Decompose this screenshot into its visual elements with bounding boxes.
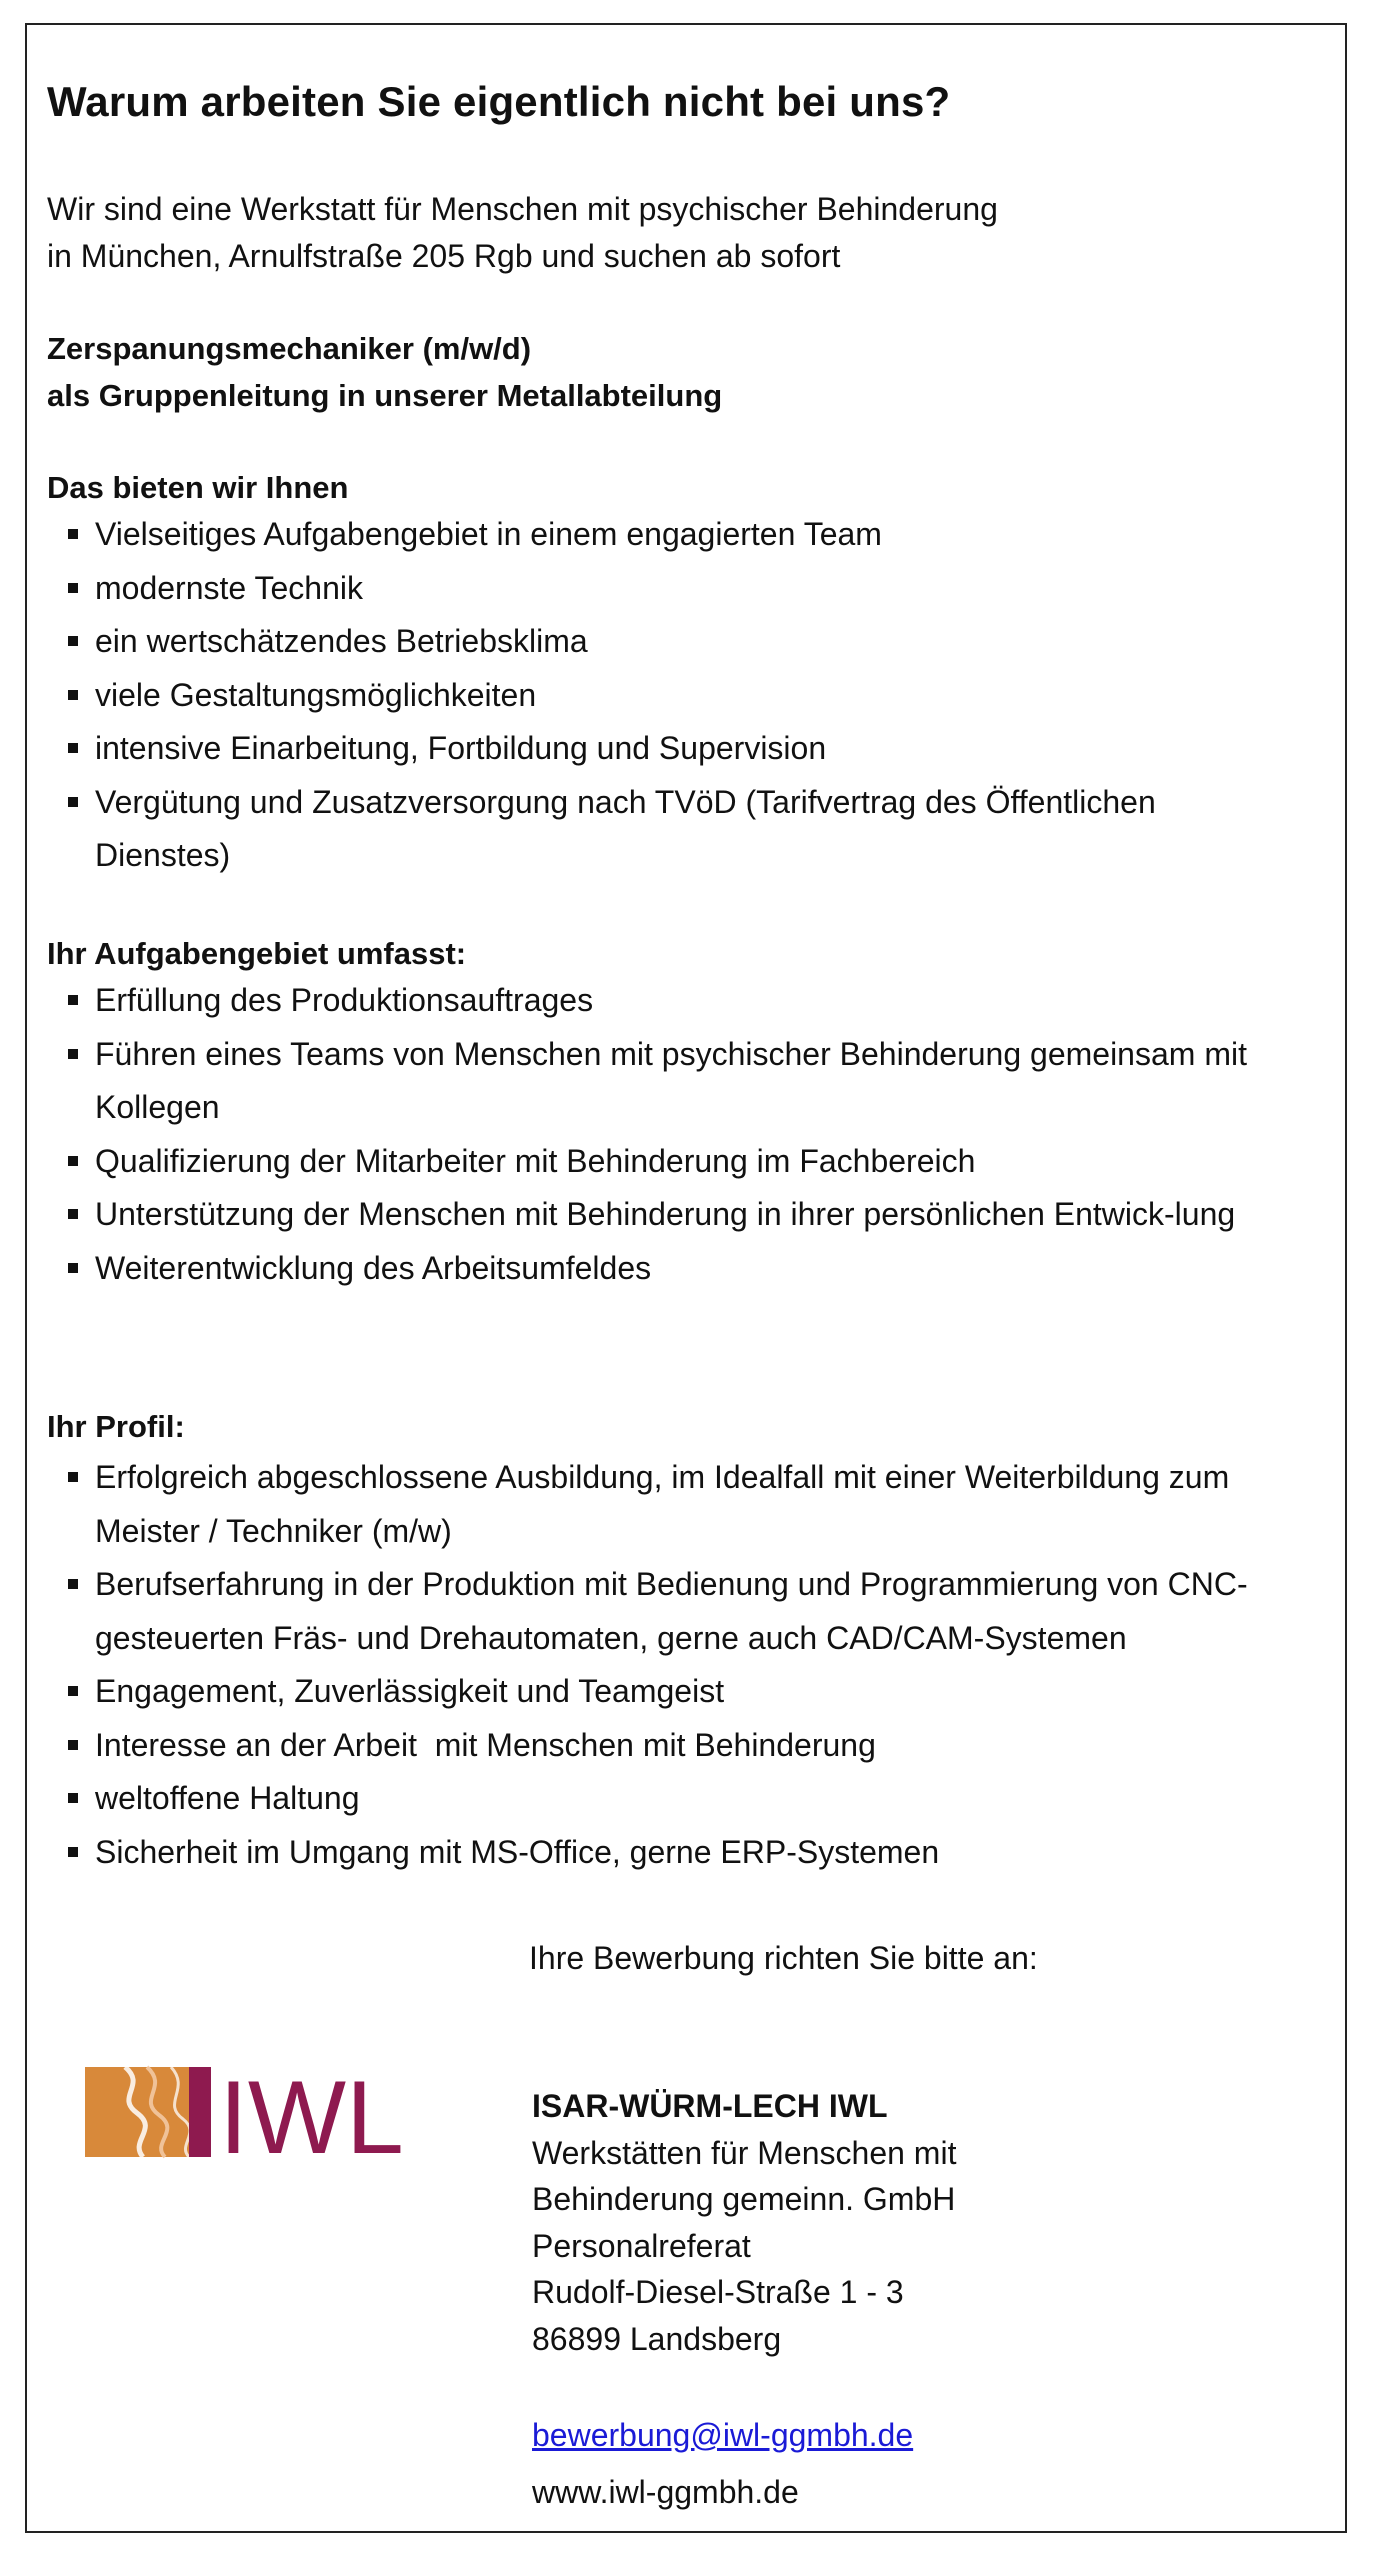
bullet-square-icon bbox=[68, 636, 78, 646]
list-item: intensive Einarbeitung, Fortbildung und Supervision bbox=[47, 722, 1307, 776]
address-line-3: Personalreferat bbox=[532, 2227, 751, 2264]
list-item: Vergütung und Zusatzversorgung nach TVöD (Tarifvertrag des Öffentlichen Dienstes) bbox=[47, 776, 1295, 883]
offer-list bbox=[47, 508, 1307, 883]
address-line-1: Werkstätten für Menschen mit bbox=[532, 2134, 957, 2171]
bullet-square-icon bbox=[68, 1793, 78, 1803]
list-item: Erfolgreich abgeschlossene Ausbildung, im Idealfall mit einer Weiterbildung zum Meister / Techniker (m/w) bbox=[47, 1451, 1325, 1558]
bullet-square-icon bbox=[68, 797, 78, 807]
bullet-square-icon bbox=[68, 1847, 78, 1857]
list-item: Engagement, Zuverlässigkeit und Teamgeist bbox=[47, 1665, 1307, 1719]
tasks-title: Ihr Aufgabengebiet umfasst: bbox=[47, 936, 467, 971]
list-item: viele Gestaltungsmöglichkeiten bbox=[47, 669, 1307, 723]
logo-wordmark: IWL bbox=[219, 2065, 404, 2160]
position-subtitle: als Gruppenleitung in unserer Metallabteilung bbox=[47, 378, 723, 413]
bullet-square-icon bbox=[68, 1156, 78, 1166]
bullet-square-icon bbox=[68, 690, 78, 700]
list-item: Interesse an der Arbeit mit Menschen mit Behinderung bbox=[47, 1719, 1307, 1773]
list-item: Erfüllung des Produktionsauftrages bbox=[47, 974, 1307, 1028]
list-item: modernste Technik bbox=[47, 562, 1307, 616]
position-title: Zerspanungsmechaniker (m/w/d) bbox=[47, 331, 532, 366]
bullet-square-icon bbox=[68, 1263, 78, 1273]
list-item: weltoffene Haltung bbox=[47, 1772, 1307, 1826]
list-item: Weiterentwicklung des Arbeitsumfeldes bbox=[47, 1242, 1307, 1296]
website-text: www.iwl-ggmbh.de bbox=[532, 2474, 799, 2510]
profile-list bbox=[47, 1451, 1307, 1879]
list-item: Berufserfahrung in der Produktion mit Bedienung und Programmierung von CNC-gesteuerten Fräs- und Drehautomaten, gerne auch CAD/CAM-Systemen bbox=[47, 1558, 1340, 1665]
bullet-square-icon bbox=[68, 1472, 78, 1482]
bullet-square-icon bbox=[68, 995, 78, 1005]
address-line-5: 86899 Landsberg bbox=[532, 2320, 782, 2357]
profile-title: Ihr Profil: bbox=[47, 1409, 185, 1444]
email-link[interactable]: bewerbung@iwl-ggmbh.de bbox=[532, 2417, 914, 2453]
headline: Warum arbeiten Sie eigentlich nicht bei uns? bbox=[47, 78, 951, 125]
list-item: Sicherheit im Umgang mit MS-Office, gerne ERP-Systemen bbox=[47, 1826, 1307, 1880]
list-item: Unterstützung der Menschen mit Behinderung in ihrer persönlichen Entwick-lung bbox=[47, 1188, 1340, 1242]
bullet-square-icon bbox=[68, 1686, 78, 1696]
bullet-square-icon bbox=[68, 529, 78, 539]
address-line-4: Rudolf-Diesel-Straße 1 - 3 bbox=[532, 2274, 904, 2310]
address-line-2: Behinderung gemeinn. GmbH bbox=[532, 2181, 956, 2217]
bullet-square-icon bbox=[68, 1579, 78, 1589]
intro-line-2: in München, Arnulfstraße 205 Rgb und suchen ab sofort bbox=[47, 238, 841, 274]
bullet-square-icon bbox=[68, 1740, 78, 1750]
list-item: Vielseitiges Aufgabengebiet in einem engagierten Team bbox=[47, 508, 1307, 562]
bullet-square-icon bbox=[68, 583, 78, 593]
list-item: ein wertschätzendes Betriebsklima bbox=[47, 615, 1307, 669]
iwl-logo bbox=[85, 2065, 405, 2160]
intro-text bbox=[47, 186, 998, 280]
apply-note: Ihre Bewerbung richten Sie bitte an: bbox=[529, 1940, 1038, 1976]
contact-address bbox=[532, 2083, 956, 2362]
position-heading bbox=[47, 325, 722, 419]
bullet-square-icon bbox=[68, 1049, 78, 1059]
offer-title: Das bieten wir Ihnen bbox=[47, 470, 349, 505]
address-org: ISAR-WÜRM-LECH IWL bbox=[532, 2088, 888, 2124]
intro-line-1: Wir sind eine Werkstatt für Menschen mit psychischer Behinderung bbox=[47, 191, 998, 227]
tasks-list bbox=[47, 974, 1307, 1295]
list-item: Qualifizierung der Mitarbeiter mit Behinderung im Fachbereich bbox=[47, 1135, 1307, 1189]
bullet-square-icon bbox=[68, 1209, 78, 1219]
list-item: Führen eines Teams von Menschen mit psychischer Behinderung gemeinsam mit Kollegen bbox=[47, 1028, 1335, 1135]
bullet-square-icon bbox=[68, 743, 78, 753]
